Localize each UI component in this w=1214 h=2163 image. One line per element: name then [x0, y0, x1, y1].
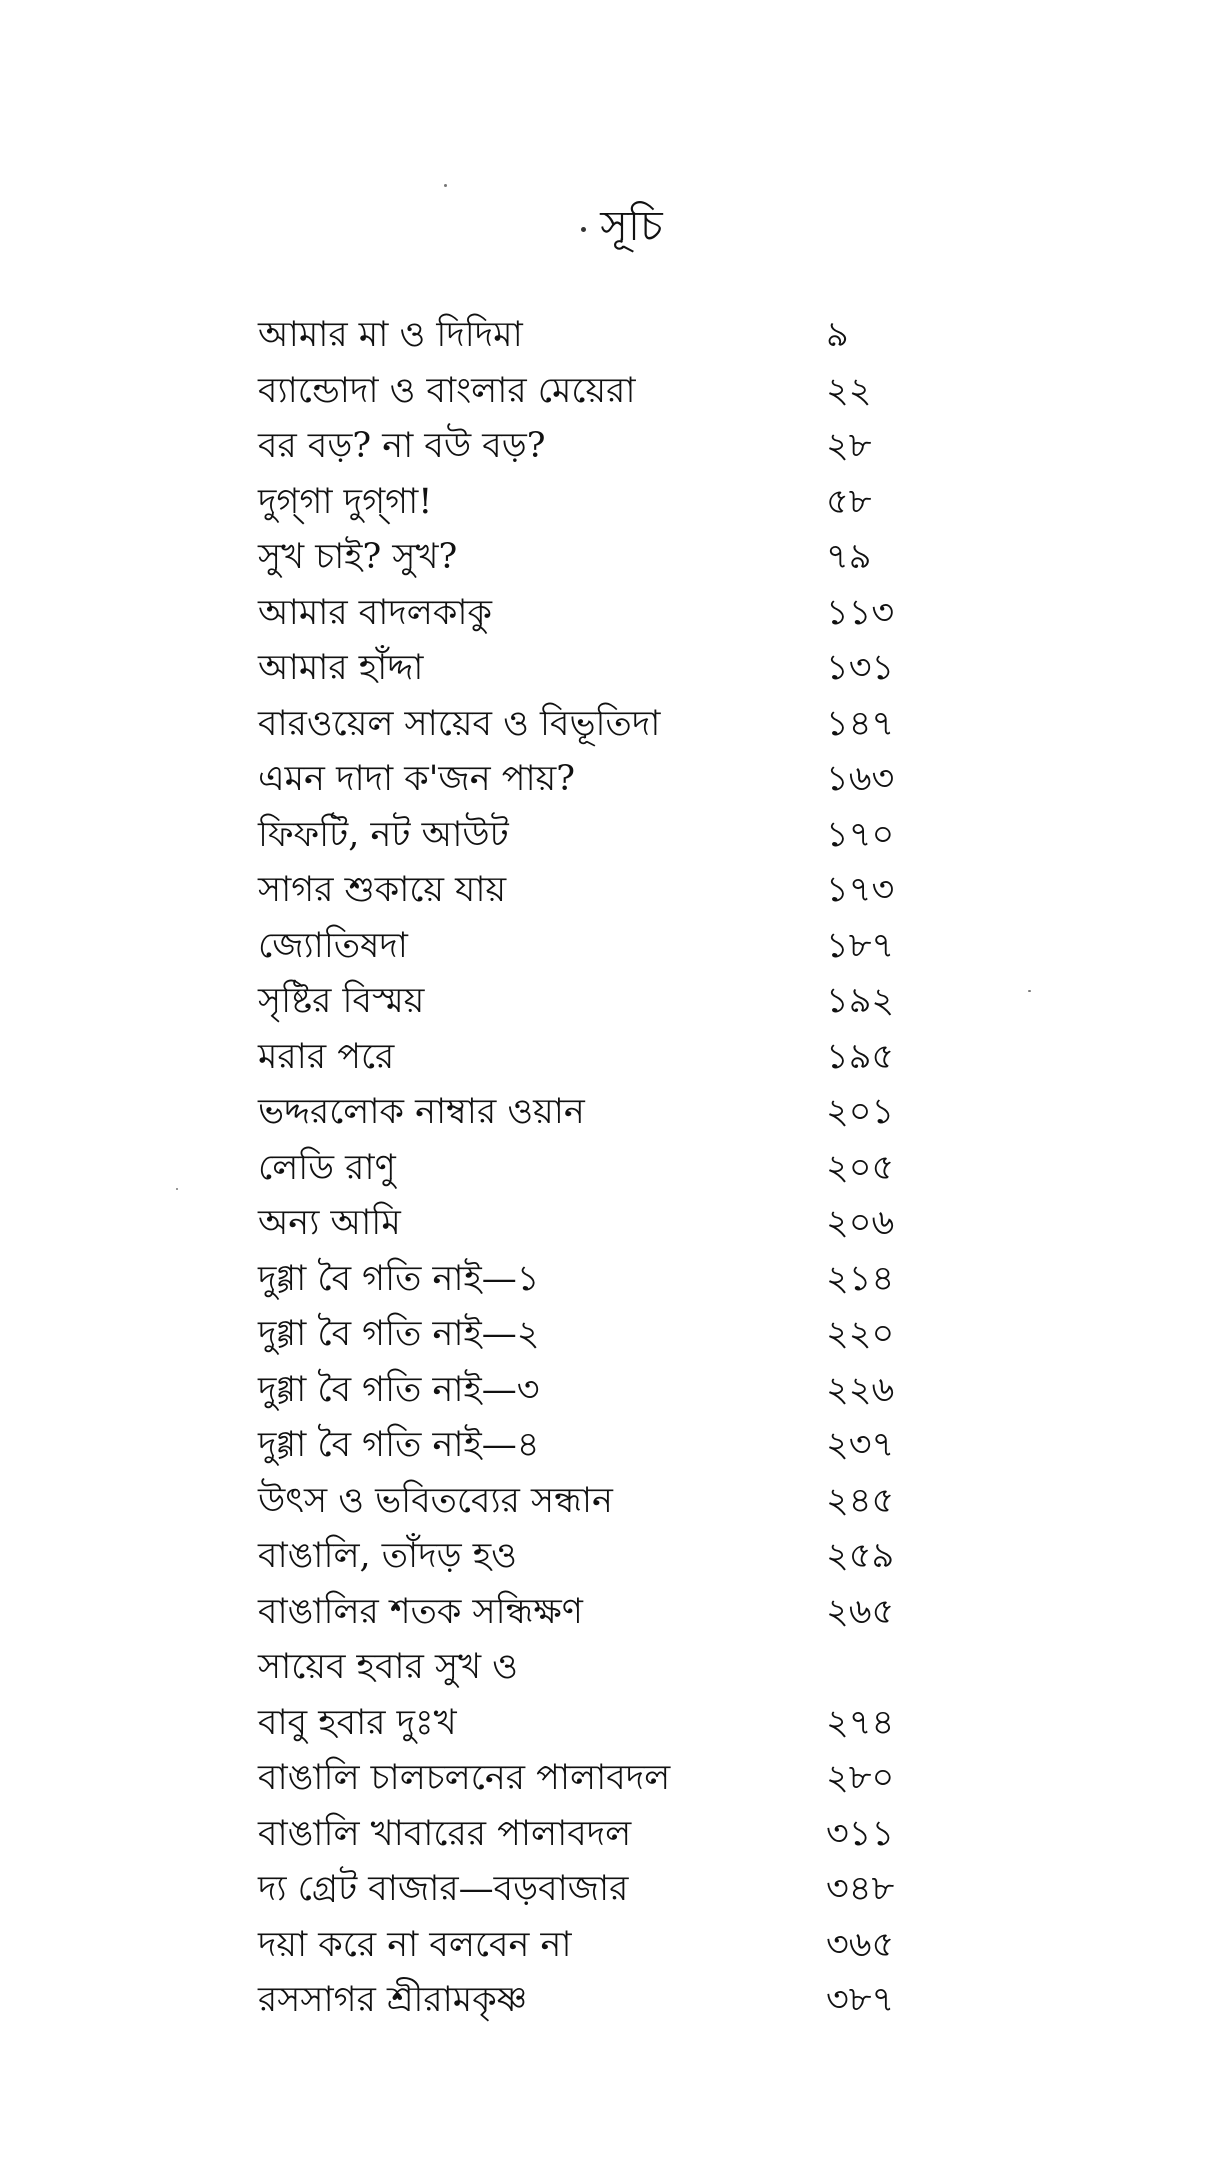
toc-entry-title: আমার মা ও দিদিমা	[258, 315, 523, 356]
toc-entry	[258, 863, 978, 919]
toc-entry-title: সায়েব হবার সুখ ও	[258, 1647, 518, 1688]
heading-dot	[581, 227, 586, 232]
toc-entry-page: ২০৬	[826, 1203, 895, 1243]
toc-entry-title: বর বড়? না বউ বড়?	[258, 426, 546, 467]
toc-entry	[258, 974, 978, 1030]
toc-entry-page: ২২০	[826, 1314, 895, 1354]
toc-entry	[258, 697, 978, 753]
toc-entry-title: দুগ্গা বৈ গতি নাই—৩	[258, 1369, 540, 1410]
toc-entry-page: ২৬৫	[826, 1591, 895, 1632]
toc-entry-title: দয়া করে না বলবেন না	[258, 1924, 572, 1965]
toc-entry	[258, 1252, 978, 1308]
toc-entry-page: ২৪৫	[826, 1480, 895, 1521]
toc-entry	[258, 1474, 978, 1530]
toc-entry	[258, 1141, 978, 1197]
toc-entry	[258, 1640, 978, 1696]
toc-entry-title: বাঙালি চালচলনের পালাবদল	[258, 1758, 671, 1799]
toc-entry-title: বাঙালি খাবারের পালাবদল	[258, 1813, 632, 1854]
toc-entry-page: ১৯২	[826, 981, 895, 1021]
toc-entry-page: ২৮০	[826, 1758, 895, 1798]
toc-entry	[258, 641, 978, 697]
toc-entry	[258, 364, 978, 420]
toc-entry	[258, 1307, 978, 1363]
toc-entry-title: দুগ্গা বৈ গতি নাই—১	[258, 1258, 540, 1299]
toc-entry	[258, 1529, 978, 1585]
toc-entry-page: ৭৯	[826, 537, 872, 577]
toc-entry	[258, 1807, 978, 1863]
toc-entry-title: বাঙালি, তাঁদড় হও	[258, 1536, 517, 1577]
toc-entry-title: অন্য আমি	[258, 1203, 401, 1244]
toc-entry-title: উৎস ও ভবিতব্যের সন্ধান	[258, 1480, 613, 1521]
toc-entry-page: ১৪৭	[826, 703, 895, 744]
toc-entry	[258, 1918, 978, 1974]
toc-entry	[258, 308, 978, 364]
page-speck	[176, 1188, 178, 1190]
toc-entry-page: ১৬৩	[826, 759, 895, 799]
toc-entry-page: ৩১১	[826, 1813, 895, 1854]
toc-entry-title: আমার বাদলকাকু	[258, 592, 493, 633]
toc-entry	[258, 1751, 978, 1807]
toc-entry-page: ৫৮	[826, 481, 872, 522]
toc-entry-title: দুগ্গা বৈ গতি নাই—২	[258, 1314, 540, 1355]
toc-entry-title: দ্য গ্রেট বাজার—বড়বাজার	[258, 1869, 629, 1910]
toc-entry-page: ১১৩	[826, 592, 895, 633]
toc-entry-page: ২০৫	[826, 1147, 895, 1188]
toc-entry-page: ২২	[826, 370, 872, 411]
toc-entry-page: ২৫৯	[826, 1536, 895, 1576]
toc-entry-page: ৩৮৭	[826, 1980, 895, 2020]
toc-entry-page: ২০১	[826, 1092, 895, 1132]
toc-entry	[258, 752, 978, 808]
toc-entry-page: ১৭০	[826, 814, 895, 855]
toc-entry-title: সুখ চাই? সুখ?	[258, 537, 458, 578]
toc-list	[258, 308, 978, 2029]
toc-entry-title: ফিফটি, নট আউট	[258, 814, 509, 855]
toc-entry	[258, 808, 978, 864]
toc-entry	[258, 1862, 978, 1918]
toc-entry	[258, 586, 978, 642]
toc-entry-page: ১৯৫	[826, 1036, 895, 1077]
toc-entry-title: বারওয়েল সায়েব ও বিভূতিদা	[258, 703, 661, 744]
toc-entry	[258, 1418, 978, 1474]
toc-heading	[0, 196, 1214, 256]
toc-entry-title: সৃষ্টির বিস্ময়	[258, 981, 425, 1022]
toc-entry	[258, 1696, 978, 1752]
toc-entry	[258, 1973, 978, 2029]
toc-entry-title: দুগ্‌গা দুগ্‌গা!	[258, 481, 433, 522]
toc-entry-page: ২৮	[826, 426, 872, 466]
toc-entry	[258, 1030, 978, 1086]
toc-entry	[258, 1196, 978, 1252]
toc-entry-page: ২৭৪	[826, 1702, 895, 1743]
toc-entry-title: লেডি রাণু	[258, 1147, 396, 1188]
toc-entry-title: বাঙালির শতক সন্ধিক্ষণ	[258, 1591, 583, 1632]
toc-entry	[258, 1085, 978, 1141]
toc-entry-title: রসসাগর শ্রীরামকৃষ্ণ	[258, 1980, 528, 2021]
toc-entry	[258, 919, 978, 975]
toc-entry-page: ২২৬	[826, 1369, 895, 1410]
toc-entry-page: ৩৬৫	[826, 1924, 895, 1965]
toc-entry-title: বাবু হবার দুঃখ	[258, 1702, 457, 1743]
toc-entry-title: আমার হাঁদ্দা	[258, 648, 424, 689]
toc-entry	[258, 530, 978, 586]
toc-heading-text: সূচি	[600, 201, 663, 250]
toc-entry	[258, 1363, 978, 1419]
toc-entry-title: জ্যোতিষদা	[258, 925, 408, 966]
page-speck	[1028, 990, 1031, 992]
toc-entry-title: ব্যান্ডোদা ও বাংলার মেয়েরা	[258, 370, 636, 411]
toc-entry-page: ৯	[826, 315, 849, 355]
toc-entry-page: ২১৪	[826, 1258, 895, 1299]
toc-entry-title: মরার পরে	[258, 1036, 395, 1077]
toc-entry-title: ভদ্দরলোক নাম্বার ওয়ান	[258, 1092, 585, 1133]
page-speck	[444, 184, 447, 187]
toc-entry	[258, 1585, 978, 1641]
toc-entry-title: সাগর শুকায়ে যায়	[258, 870, 507, 911]
toc-entry-page: ১৭৩	[826, 870, 895, 910]
toc-entry-title: দুগ্গা বৈ গতি নাই—৪	[258, 1425, 540, 1466]
toc-entry-page: ৩৪৮	[826, 1869, 895, 1909]
toc-entry-page: ২৩৭	[826, 1425, 895, 1465]
toc-entry-page: ১৩১	[826, 648, 895, 688]
toc-entry-page: ১৮৭	[826, 925, 895, 966]
toc-entry-title: এমন দাদা ক'জন পায়?	[258, 759, 576, 800]
toc-entry	[258, 475, 978, 531]
toc-entry	[258, 419, 978, 475]
